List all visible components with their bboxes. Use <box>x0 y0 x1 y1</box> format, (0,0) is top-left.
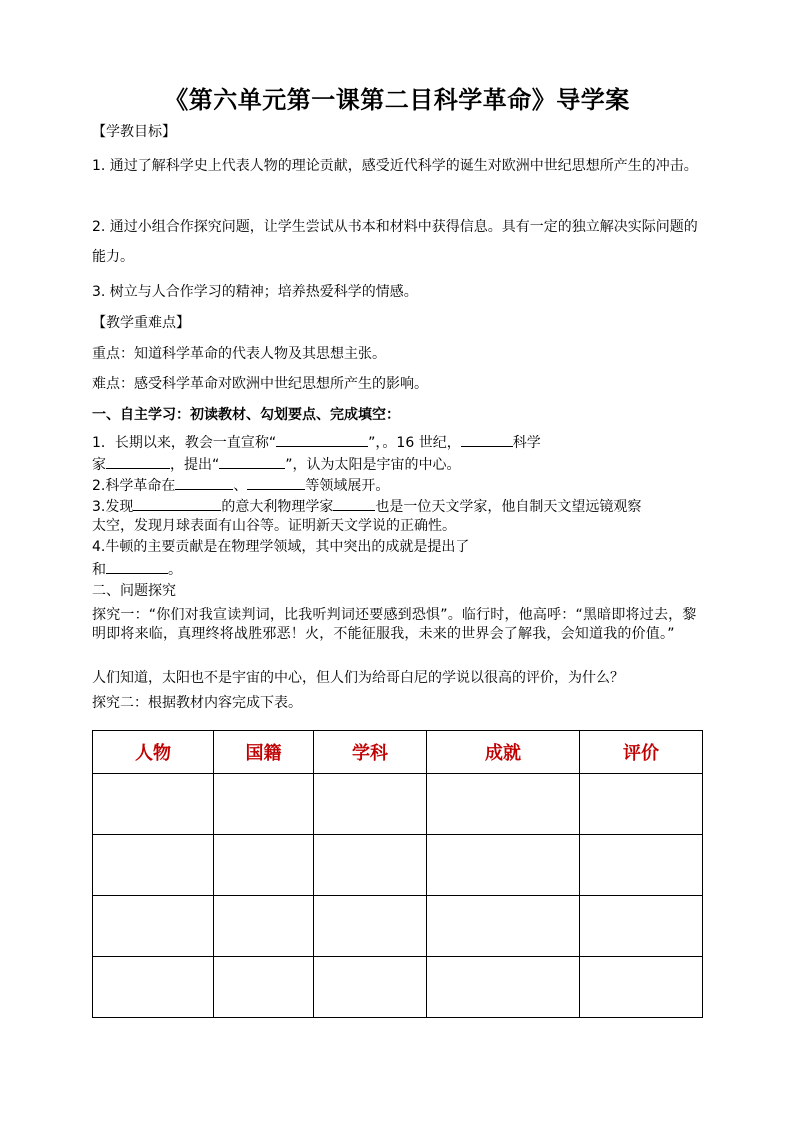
goals-heading: 【学教目标】 <box>92 124 176 140</box>
inquiry-two: 探究二：根据教材内容完成下表。 <box>92 695 302 711</box>
table-cell[interactable] <box>93 957 214 1018</box>
q1-text-b: ”，。16 世纪， <box>368 435 461 451</box>
inquiry-heading: 二、问题探究 <box>92 583 176 599</box>
table-cell[interactable] <box>93 774 214 835</box>
question-4-line-1: 4.牛顿的主要贡献是在物理学领域，其中突出的成就是提出了 <box>92 539 470 555</box>
table-cell[interactable] <box>93 835 214 896</box>
q4-text-c: 。 <box>168 562 182 578</box>
fill-blank[interactable] <box>333 497 375 511</box>
q1-text-f: ”，认为太阳是宇宙的中心。 <box>285 457 461 473</box>
q1-text-d: 家 <box>92 457 106 473</box>
fill-blank[interactable] <box>276 433 368 447</box>
table-cell[interactable] <box>580 896 703 957</box>
table-cell[interactable] <box>427 774 580 835</box>
q1-text-a: 1．长期以来，教会一直宣称“ <box>92 435 277 451</box>
q2-text-c: 等领域展开。 <box>305 478 390 494</box>
question-4-line-2 <box>92 560 704 579</box>
q1-text-e: ，提出“ <box>170 457 220 473</box>
difficult-point: 难点：感受科学革命对欧洲中世纪思想所产生的影响。 <box>92 376 428 392</box>
table-cell[interactable] <box>214 896 314 957</box>
q3-text-c: 也是一位天文学家，他自制天文望远镜观察 <box>375 499 642 515</box>
table-row <box>93 835 703 896</box>
header-discipline: 学科 <box>314 731 427 774</box>
goal-item-3: 3. 树立与人合作学习的精神；培养热爱科学的情感。 <box>92 284 418 300</box>
question-3-line-1 <box>92 497 704 516</box>
key-point: 重点：知道科学革命的代表人物及其思想主张。 <box>92 346 386 362</box>
table-cell[interactable] <box>314 896 427 957</box>
goal-item-2: 2. 通过小组合作探究问题，让学生尝试从书本和材料中获得信息。具有一定的独立解决实际问题的能力。 <box>92 219 698 265</box>
table-cell[interactable] <box>427 835 580 896</box>
header-achievement: 成就 <box>427 731 580 774</box>
question-2 <box>92 476 704 495</box>
header-person: 人物 <box>93 731 214 774</box>
question-3-line-2: 太空，发现月球表面有山谷等。证明新天文学说的正确性。 <box>92 518 456 534</box>
fill-blank[interactable] <box>106 455 170 469</box>
table-header-row <box>93 731 703 774</box>
scientists-table <box>92 730 703 1018</box>
q1-text-c: 科学 <box>512 435 541 451</box>
header-evaluation: 评价 <box>580 731 703 774</box>
table-cell[interactable] <box>427 896 580 957</box>
q2-text-a: 2.科学革命在 <box>92 478 176 494</box>
fill-blank[interactable] <box>461 433 513 447</box>
header-nationality: 国籍 <box>214 731 314 774</box>
table-cell[interactable] <box>214 957 314 1018</box>
table-cell[interactable] <box>314 835 427 896</box>
table-cell[interactable] <box>314 957 427 1018</box>
table-cell[interactable] <box>314 774 427 835</box>
q3-text-b: 的意大利物理学家 <box>221 499 334 515</box>
inquiry-one: 探究一：“你们对我宣读判词，比我听判词还要感到恐惧”。临行时，他高呼：“黑暗即将过去，黎明即将来临，真理终将战胜邪恶！火，不能征服我，未来的世界会了解我，会知道我的价值。” <box>92 607 697 642</box>
fill-blank[interactable] <box>175 476 233 490</box>
table-cell[interactable] <box>580 835 703 896</box>
q3-text-a: 3.发现 <box>92 499 134 515</box>
fill-blank[interactable] <box>106 560 168 574</box>
table-cell[interactable] <box>580 774 703 835</box>
keypoints-heading: 【教学重难点】 <box>92 315 190 331</box>
table-cell[interactable] <box>93 896 214 957</box>
inquiry-one-question: 人们知道，太阳也不是宇宙的中心，但人们为给哥白尼的学说以很高的评价，为什么？ <box>92 670 624 686</box>
table-cell[interactable] <box>427 957 580 1018</box>
q4-text-b: 和 <box>92 562 106 578</box>
fill-blank[interactable] <box>219 455 285 469</box>
self-study-heading: 一、自主学习：初读教材、勾划要点、完成填空： <box>92 407 400 423</box>
fill-blank[interactable] <box>133 497 221 511</box>
q2-text-b: 、 <box>233 478 248 494</box>
fill-blank[interactable] <box>247 476 305 490</box>
question-1-line-1 <box>92 433 704 452</box>
table-row <box>93 957 703 1018</box>
table-row <box>93 896 703 957</box>
table-row <box>93 774 703 835</box>
question-1-line-2 <box>92 455 704 474</box>
goal-item-1: 1. 通过了解科学史上代表人物的理论贡献，感受近代科学的诞生对欧洲中世纪思想所产生的冲击。 <box>92 158 698 174</box>
table-cell[interactable] <box>580 957 703 1018</box>
table-cell[interactable] <box>214 835 314 896</box>
table-cell[interactable] <box>214 774 314 835</box>
page-title: 《第六单元第一课第二目科学革命》导学案 <box>164 85 630 114</box>
